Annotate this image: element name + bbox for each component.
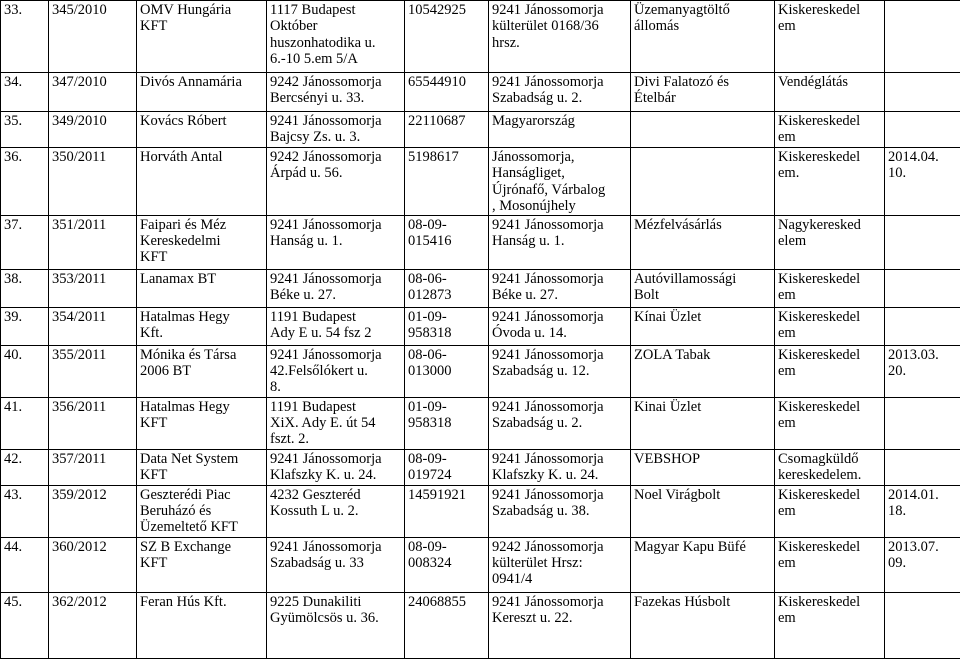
table-row: [1, 449, 960, 485]
tax-number-cell: 08-09- 019724: [405, 449, 489, 485]
closing-date-cell: [885, 269, 960, 307]
owner-name-cell: Divós Annamária: [137, 73, 267, 112]
closing-date-cell: [885, 215, 960, 269]
registration-number-cell: 359/2012: [49, 485, 137, 537]
tax-number-cell: 08-09- 008324: [405, 537, 489, 592]
trade-category-cell: Csomagküldő kereskedelem.: [775, 449, 885, 485]
tax-number-cell: 01-09- 958318: [405, 307, 489, 345]
owner-address-cell: 9241 Jánossomorja Szabadság u. 33: [267, 537, 405, 592]
closing-date-cell: 2014.01. 18.: [885, 485, 960, 537]
closing-date-cell: [885, 397, 960, 449]
table-row: [1, 592, 960, 658]
owner-name-cell: Feran Hús Kft.: [137, 592, 267, 658]
owner-name-cell: Horváth Antal: [137, 148, 267, 216]
row-number-cell: 37.: [1, 215, 49, 269]
shop-type-cell: Mézfelvásárlás: [631, 215, 775, 269]
trade-category-cell: Kiskereskedel em: [775, 1, 885, 73]
table-row: [1, 485, 960, 537]
shop-type-cell: Üzemanyagtöltő állomás: [631, 1, 775, 73]
owner-address-cell: 1117 Budapest Október huszonhatodika u. 6.-10 5.em 5/A: [267, 1, 405, 73]
shop-type-cell: Autóvillamossági Bolt: [631, 269, 775, 307]
shop-type-cell: Magyar Kapu Büfé: [631, 537, 775, 592]
owner-address-cell: 9241 Jánossomorja 42.Felsőlókert u. 8.: [267, 345, 405, 397]
shop-type-cell: Divi Falatozó és Ételbár: [631, 73, 775, 112]
registration-number-cell: 351/2011: [49, 215, 137, 269]
trade-category-cell: Kiskereskedel em: [775, 345, 885, 397]
row-number-cell: 43.: [1, 485, 49, 537]
owner-address-cell: 1191 Budapest XiX. Ady E. út 54 fszt. 2.: [267, 397, 405, 449]
owner-name-cell: Faipari és Méz Kereskedelmi KFT: [137, 215, 267, 269]
shop-type-cell: [631, 148, 775, 216]
tax-number-cell: 24068855: [405, 592, 489, 658]
shop-type-cell: VEBSHOP: [631, 449, 775, 485]
table-row: [1, 307, 960, 345]
closing-date-cell: [885, 307, 960, 345]
row-number-cell: 35.: [1, 112, 49, 148]
row-number-cell: 38.: [1, 269, 49, 307]
row-number-cell: 36.: [1, 148, 49, 216]
trade-category-cell: Kiskereskedel em.: [775, 148, 885, 216]
shop-address-cell: 9242 Jánossomorja külterület Hrsz: 0941/4: [489, 537, 631, 592]
row-number-cell: 45.: [1, 592, 49, 658]
registration-number-cell: 355/2011: [49, 345, 137, 397]
table-row: [1, 1, 960, 73]
table-body: [1, 1, 960, 659]
trade-category-cell: Kiskereskedel em: [775, 397, 885, 449]
shop-type-cell: Kinai Üzlet: [631, 397, 775, 449]
tax-number-cell: 08-06- 012873: [405, 269, 489, 307]
row-number-cell: 41.: [1, 397, 49, 449]
tax-number-cell: 08-06- 013000: [405, 345, 489, 397]
registration-number-cell: 347/2010: [49, 73, 137, 112]
trade-category-cell: Vendéglátás: [775, 73, 885, 112]
closing-date-cell: [885, 73, 960, 112]
closing-date-cell: [885, 1, 960, 73]
tax-number-cell: 08-09- 015416: [405, 215, 489, 269]
shop-type-cell: [631, 112, 775, 148]
shop-address-cell: 9241 Jánossomorja külterület 0168/36 hrsz.: [489, 1, 631, 73]
shop-type-cell: Noel Virágbolt: [631, 485, 775, 537]
tax-number-cell: 65544910: [405, 73, 489, 112]
owner-name-cell: SZ B Exchange KFT: [137, 537, 267, 592]
trade-category-cell: Kiskereskedel em: [775, 485, 885, 537]
owner-name-cell: Kovács Róbert: [137, 112, 267, 148]
owner-name-cell: Hatalmas Hegy KFT: [137, 397, 267, 449]
registration-number-cell: 362/2012: [49, 592, 137, 658]
table-row: [1, 345, 960, 397]
registration-number-cell: 357/2011: [49, 449, 137, 485]
owner-address-cell: 9225 Dunakiliti Gyümölcsös u. 36.: [267, 592, 405, 658]
owner-name-cell: OMV Hungária KFT: [137, 1, 267, 73]
shop-address-cell: 9241 Jánossomorja Óvoda u. 14.: [489, 307, 631, 345]
registration-number-cell: 353/2011: [49, 269, 137, 307]
owner-name-cell: Mónika és Társa 2006 BT: [137, 345, 267, 397]
row-number-cell: 40.: [1, 345, 49, 397]
shop-address-cell: Magyarország: [489, 112, 631, 148]
closing-date-cell: 2013.07. 09.: [885, 537, 960, 592]
shop-address-cell: 9241 Jánossomorja Hanság u. 1.: [489, 215, 631, 269]
owner-name-cell: Data Net System KFT: [137, 449, 267, 485]
trade-category-cell: Kiskereskedel em: [775, 269, 885, 307]
registration-number-cell: 350/2011: [49, 148, 137, 216]
table-row: [1, 397, 960, 449]
owner-name-cell: Hatalmas Hegy Kft.: [137, 307, 267, 345]
shop-address-cell: 9241 Jánossomorja Klafszky K. u. 24.: [489, 449, 631, 485]
shop-address-cell: Jánossomorja, Hanságliget, Újrónafő, Várbalog , Mosonújhely: [489, 148, 631, 216]
shop-address-cell: 9241 Jánossomorja Szabadság u. 2.: [489, 73, 631, 112]
trade-category-cell: Kiskereskedel em: [775, 112, 885, 148]
row-number-cell: 34.: [1, 73, 49, 112]
shop-address-cell: 9241 Jánossomorja Szabadság u. 2.: [489, 397, 631, 449]
registration-number-cell: 354/2011: [49, 307, 137, 345]
shop-address-cell: 9241 Jánossomorja Béke u. 27.: [489, 269, 631, 307]
table-row: [1, 537, 960, 592]
registration-number-cell: 349/2010: [49, 112, 137, 148]
owner-name-cell: Lanamax BT: [137, 269, 267, 307]
shop-type-cell: Fazekas Húsbolt: [631, 592, 775, 658]
closing-date-cell: [885, 449, 960, 485]
owner-address-cell: 9241 Jánossomorja Klafszky K. u. 24.: [267, 449, 405, 485]
shop-address-cell: 9241 Jánossomorja Szabadság u. 12.: [489, 345, 631, 397]
table-row: [1, 112, 960, 148]
closing-date-cell: 2013.03. 20.: [885, 345, 960, 397]
row-number-cell: 42.: [1, 449, 49, 485]
owner-address-cell: 9241 Jánossomorja Béke u. 27.: [267, 269, 405, 307]
row-number-cell: 33.: [1, 1, 49, 73]
owner-name-cell: Geszterédi Piac Beruházó és Üzemeltető KFT: [137, 485, 267, 537]
row-number-cell: 44.: [1, 537, 49, 592]
table-row: [1, 215, 960, 269]
row-number-cell: 39.: [1, 307, 49, 345]
owner-address-cell: 9241 Jánossomorja Hanság u. 1.: [267, 215, 405, 269]
closing-date-cell: [885, 112, 960, 148]
owner-address-cell: 9242 Jánossomorja Árpád u. 56.: [267, 148, 405, 216]
tax-number-cell: 14591921: [405, 485, 489, 537]
trade-category-cell: Kiskereskedel em: [775, 592, 885, 658]
shop-address-cell: 9241 Jánossomorja Kereszt u. 22.: [489, 592, 631, 658]
registration-number-cell: 345/2010: [49, 1, 137, 73]
tax-number-cell: 01-09- 958318: [405, 397, 489, 449]
tax-number-cell: 10542925: [405, 1, 489, 73]
owner-address-cell: 9242 Jánossomorja Bercsényi u. 33.: [267, 73, 405, 112]
registration-number-cell: 356/2011: [49, 397, 137, 449]
trade-category-cell: Nagykeresked elem: [775, 215, 885, 269]
shop-address-cell: 9241 Jánossomorja Szabadság u. 38.: [489, 485, 631, 537]
shop-type-cell: Kínai Üzlet: [631, 307, 775, 345]
owner-address-cell: 1191 Budapest Ady E u. 54 fsz 2: [267, 307, 405, 345]
tax-number-cell: 5198617: [405, 148, 489, 216]
table-row: [1, 73, 960, 112]
closing-date-cell: 2014.04. 10.: [885, 148, 960, 216]
closing-date-cell: [885, 592, 960, 658]
owner-address-cell: 9241 Jánossomorja Bajcsy Zs. u. 3.: [267, 112, 405, 148]
owner-address-cell: 4232 Geszteréd Kossuth L u. 2.: [267, 485, 405, 537]
trade-category-cell: Kiskereskedel em: [775, 307, 885, 345]
table-row: [1, 269, 960, 307]
table-row: [1, 148, 960, 216]
trade-category-cell: Kiskereskedel em: [775, 537, 885, 592]
tax-number-cell: 22110687: [405, 112, 489, 148]
shop-type-cell: ZOLA Tabak: [631, 345, 775, 397]
registration-number-cell: 360/2012: [49, 537, 137, 592]
